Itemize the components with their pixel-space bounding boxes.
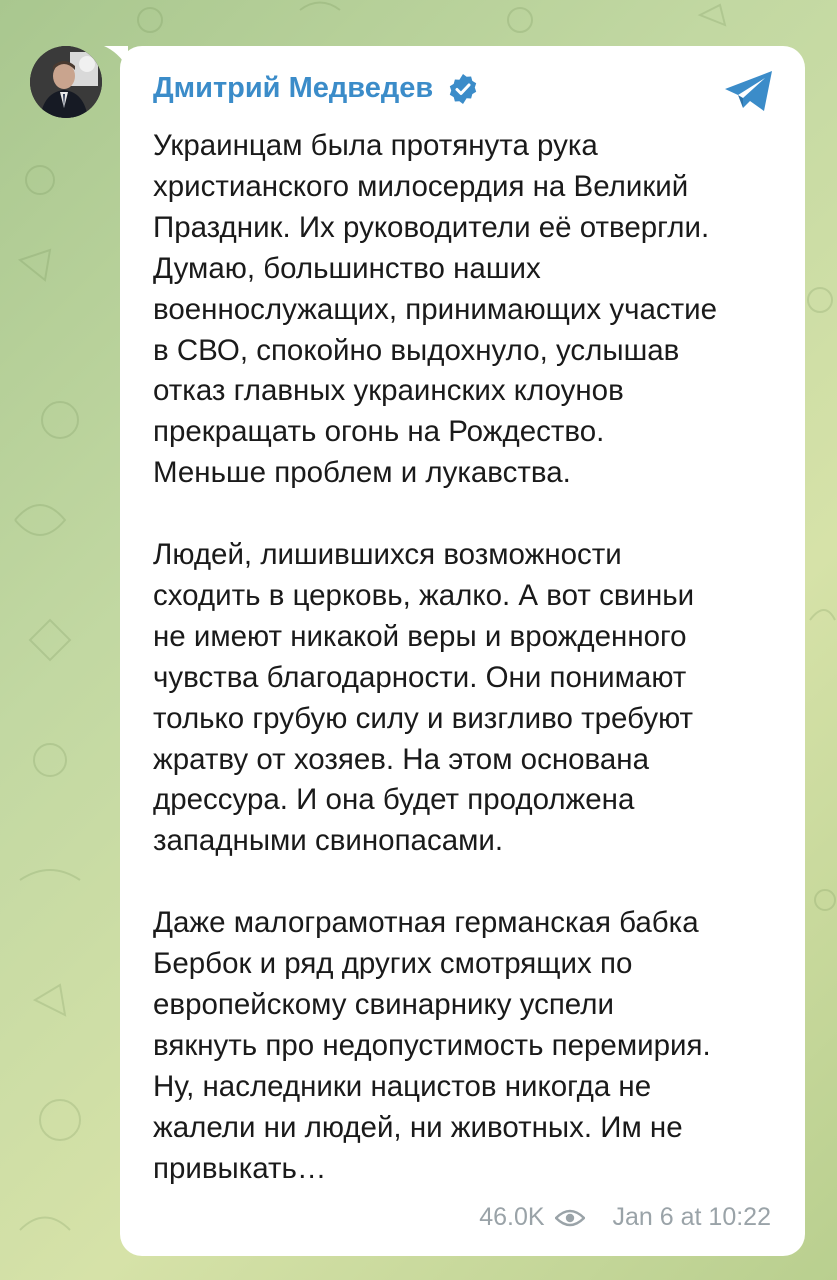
message-paragraph: Даже малограмотная германская бабка Бербок и ряд других смотрящих по европейскому свинарнику успели вякнуть про недопустимость перемирия. Ну, наследники нацистов никогда не жалели ни людей, ни животных. Им не привыкать… [153,906,711,1185]
view-count: 46.0K [479,1203,545,1231]
post-author[interactable] [153,72,479,105]
eye-icon [555,1208,585,1228]
message-text [153,126,783,1190]
author-name[interactable]: Дмитрий Медведев [153,72,434,104]
message-meta [479,1203,771,1232]
avatar-portrait-icon [30,46,102,118]
message-bubble [120,46,805,1256]
message-paragraph: Украинцам была протянута рука христианского милосердия на Великий Праздник. Их руководители её отвергли. Думаю, большинство наших военнослужащих, принимающих участие в СВО, спокойно выдохнуло, услышав отказ главных украинских клоунов прекращать огонь на Рождество. Меньше проблем и лукавства. [153,129,718,490]
message-timestamp: Jan 6 at 10:22 [612,1203,771,1231]
verified-badge-icon [447,73,479,105]
message-paragraph: Людей, лишившихся возможности сходить в церковь, жалко. А вот свиньи не имеют никакой веры и врожденного чувства благодарности. Они понимают только грубую силу и визгливо требуют жратву от хозяев. На этом основана дрессура. И она будет продолжена западными свинопасами. [153,538,695,858]
telegram-share-icon[interactable] [723,68,775,114]
channel-avatar[interactable] [30,46,102,118]
